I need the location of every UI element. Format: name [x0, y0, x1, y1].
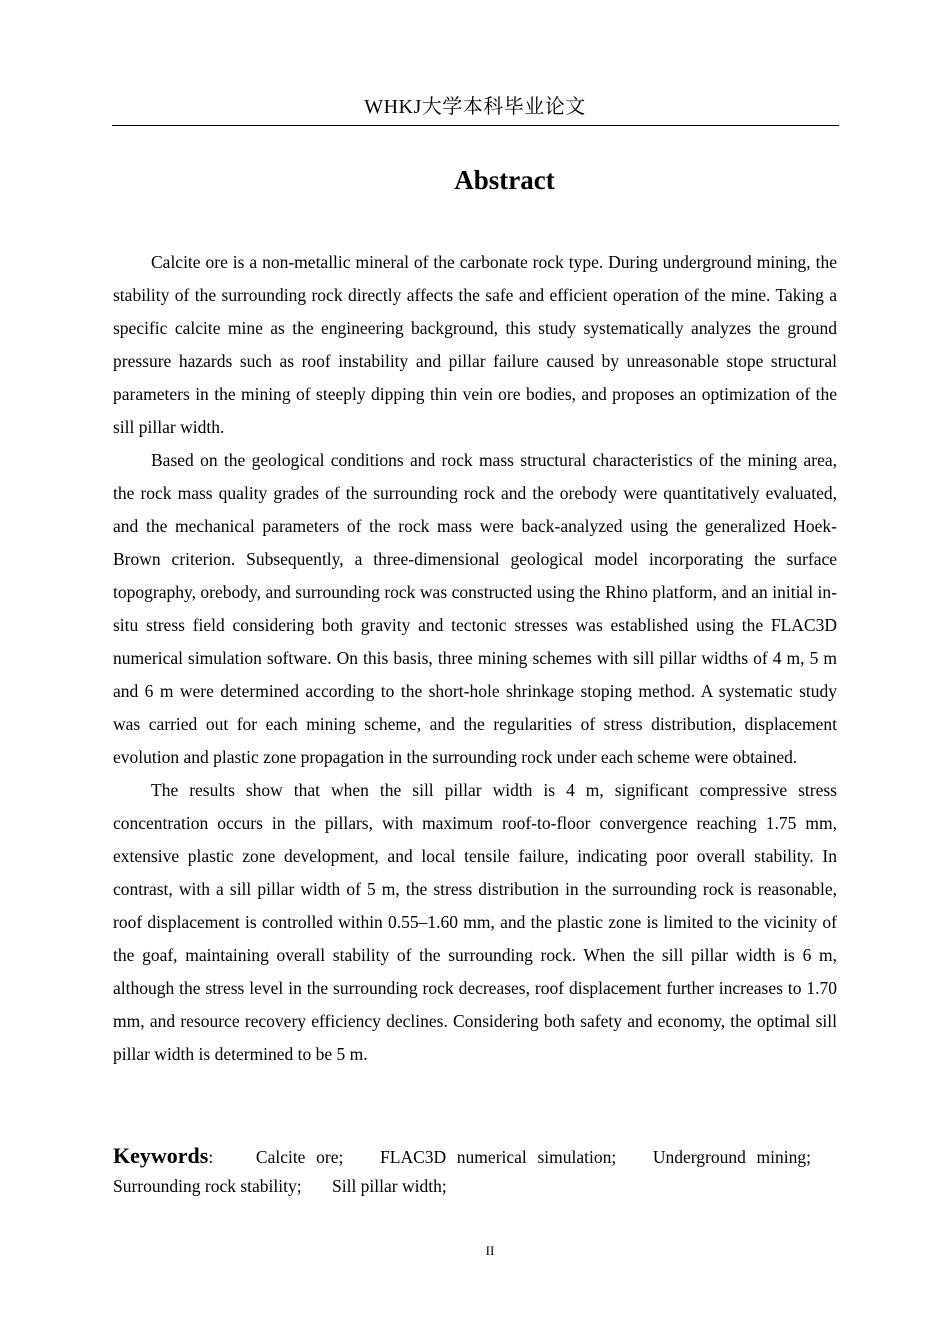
- header-rule: [112, 125, 839, 126]
- abstract-paragraph-2: Based on the geological conditions and rock mass structural characteristics of the mining area, the rock mass quality grades of the surrounding rock and the orebody were quantitatively evaluated, and the mechanical parameters of the rock mass were back-analyzed using the generalized Hoek-Brown criterion. Subsequently, a three-dimensional geological model incorporating the surface topography, orebody, and surrounding rock was constructed using the Rhino platform, and an initial in-situ stress field considering both gravity and tectonic stresses was established using the FLAC3D numerical simulation software. On this basis, three mining schemes with sill pillar widths of 4 m, 5 m and 6 m were determined according to the short-hole shrinkage stoping method. A systematic study was carried out for each mining scheme, and the regularities of stress distribution, displacement evolution and plastic zone propagation in the surrounding rock under each scheme were obtained.: [113, 450, 837, 767]
- keyword-item: FLAC3D numerical simulation;: [380, 1147, 617, 1167]
- keywords-separator: :: [208, 1147, 214, 1167]
- running-header: WHKJ大学本科毕业论文: [364, 96, 586, 118]
- keyword-item: Surrounding rock stability;: [113, 1176, 302, 1196]
- abstract-title: Abstract: [454, 165, 555, 195]
- abstract-paragraph-3: The results show that when the sill pillar width is 4 m, significant compressive stress concentration occurs in the pillars, with maximum roof-to-floor convergence reaching 1.75 mm, extensive plastic zone development, and local tensile failure, indicating poor overall stability. In contrast, with a sill pillar width of 5 m, the stress distribution in the surrounding rock is reasonable, roof displacement is controlled within 0.55–1.60 mm, and the plastic zone is limited to the vicinity of the goaf, maintaining overall stability of the surrounding rock. When the sill pillar width is 6 m, although the stress level in the surrounding rock decreases, roof displacement further increases to 1.70 mm, and resource recovery efficiency declines. Considering both safety and economy, the optimal sill pillar width is determined to be 5 m.: [113, 780, 837, 1064]
- keywords-section: [113, 1141, 837, 1201]
- keywords-label: Keywords: [113, 1143, 209, 1168]
- abstract-paragraph-1: Calcite ore is a non-metallic mineral of the carbonate rock type. During underground mining, the stability of the surrounding rock directly affects the safe and efficient operation of the mine. Taking a specific calcite mine as the engineering background, this study systematically analyzes the ground pressure hazards such as roof instability and pillar failure caused by unreasonable stope structural parameters in the mining of steeply dipping thin vein ore bodies, and proposes an optimization of the sill pillar width.: [113, 252, 837, 437]
- abstract-body: [113, 246, 837, 1071]
- page-number: II: [485, 1243, 495, 1258]
- keyword-item: Calcite ore;: [255, 1147, 344, 1167]
- keyword-item: Underground mining;: [652, 1147, 811, 1167]
- keyword-item: Sill pillar width;: [331, 1176, 447, 1196]
